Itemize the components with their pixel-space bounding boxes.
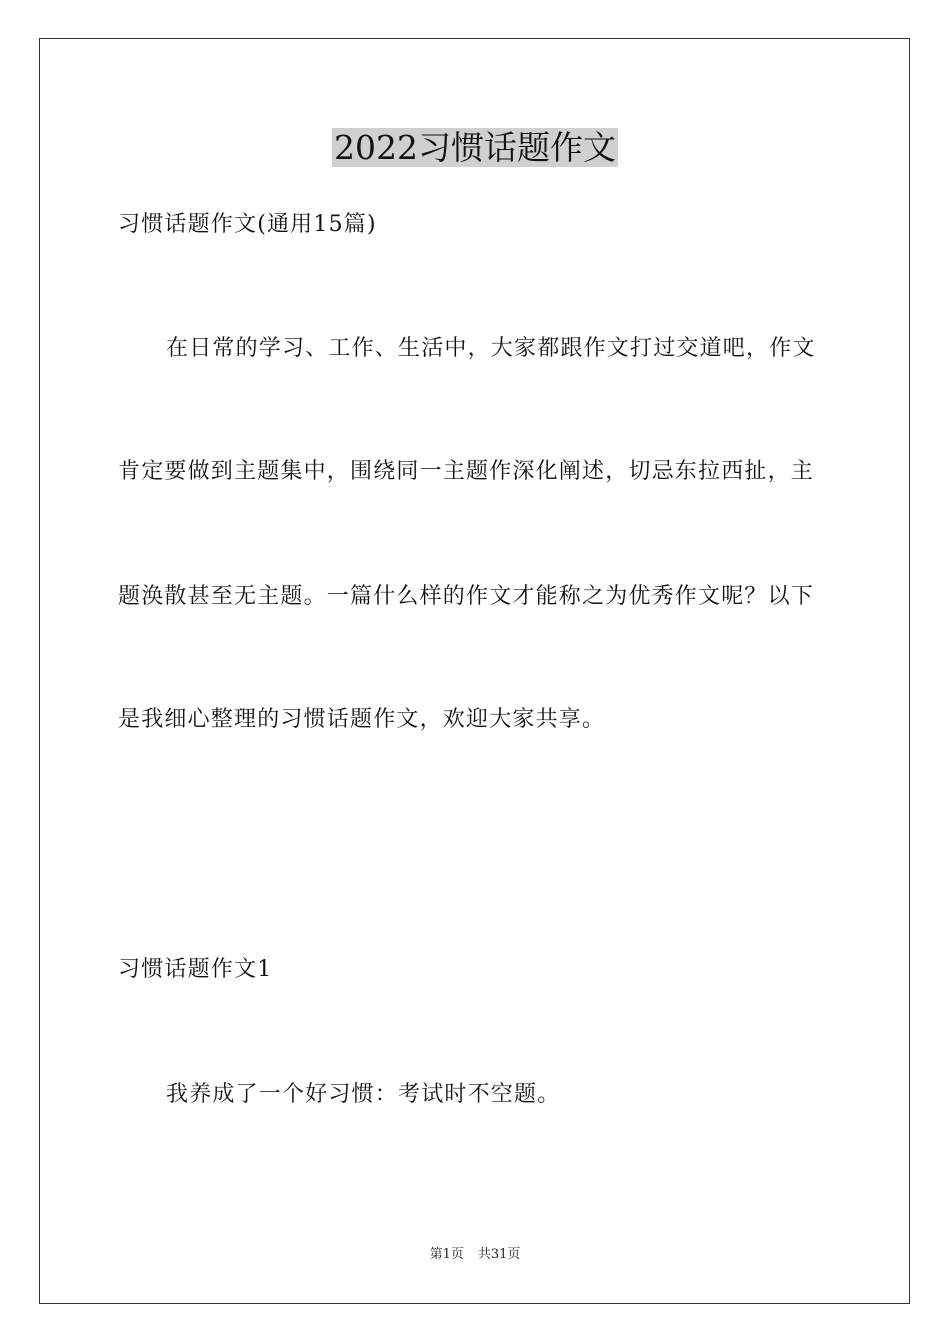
intro-line-1: 在日常的学习、工作、生活中，大家都跟作文打过交道吧，作文: [166, 336, 816, 361]
document-title-text: 2022习惯话题作文: [334, 128, 616, 167]
intro-line-3: 题涣散甚至无主题。一篇什么样的作文才能称之为优秀作文呢？以下: [118, 584, 815, 609]
page-total: 共31页: [477, 1247, 521, 1262]
section-paragraph-line: 我养成了一个好习惯：考试时不空题。: [166, 1082, 561, 1107]
page-footer: [0, 1246, 950, 1264]
document-title: [0, 126, 950, 170]
intro-line-2: 肯定要做到主题集中，围绕同一主题作深化阐述，切忌东拉西扯，主: [118, 459, 815, 484]
document-subtitle: 习惯话题作文(通用15篇): [118, 212, 377, 237]
intro-line-4: 是我细心整理的习惯话题作文，欢迎大家共享。: [118, 707, 606, 732]
section-heading: 习惯话题作文1: [118, 957, 273, 982]
page-number: 第1页: [429, 1247, 464, 1262]
